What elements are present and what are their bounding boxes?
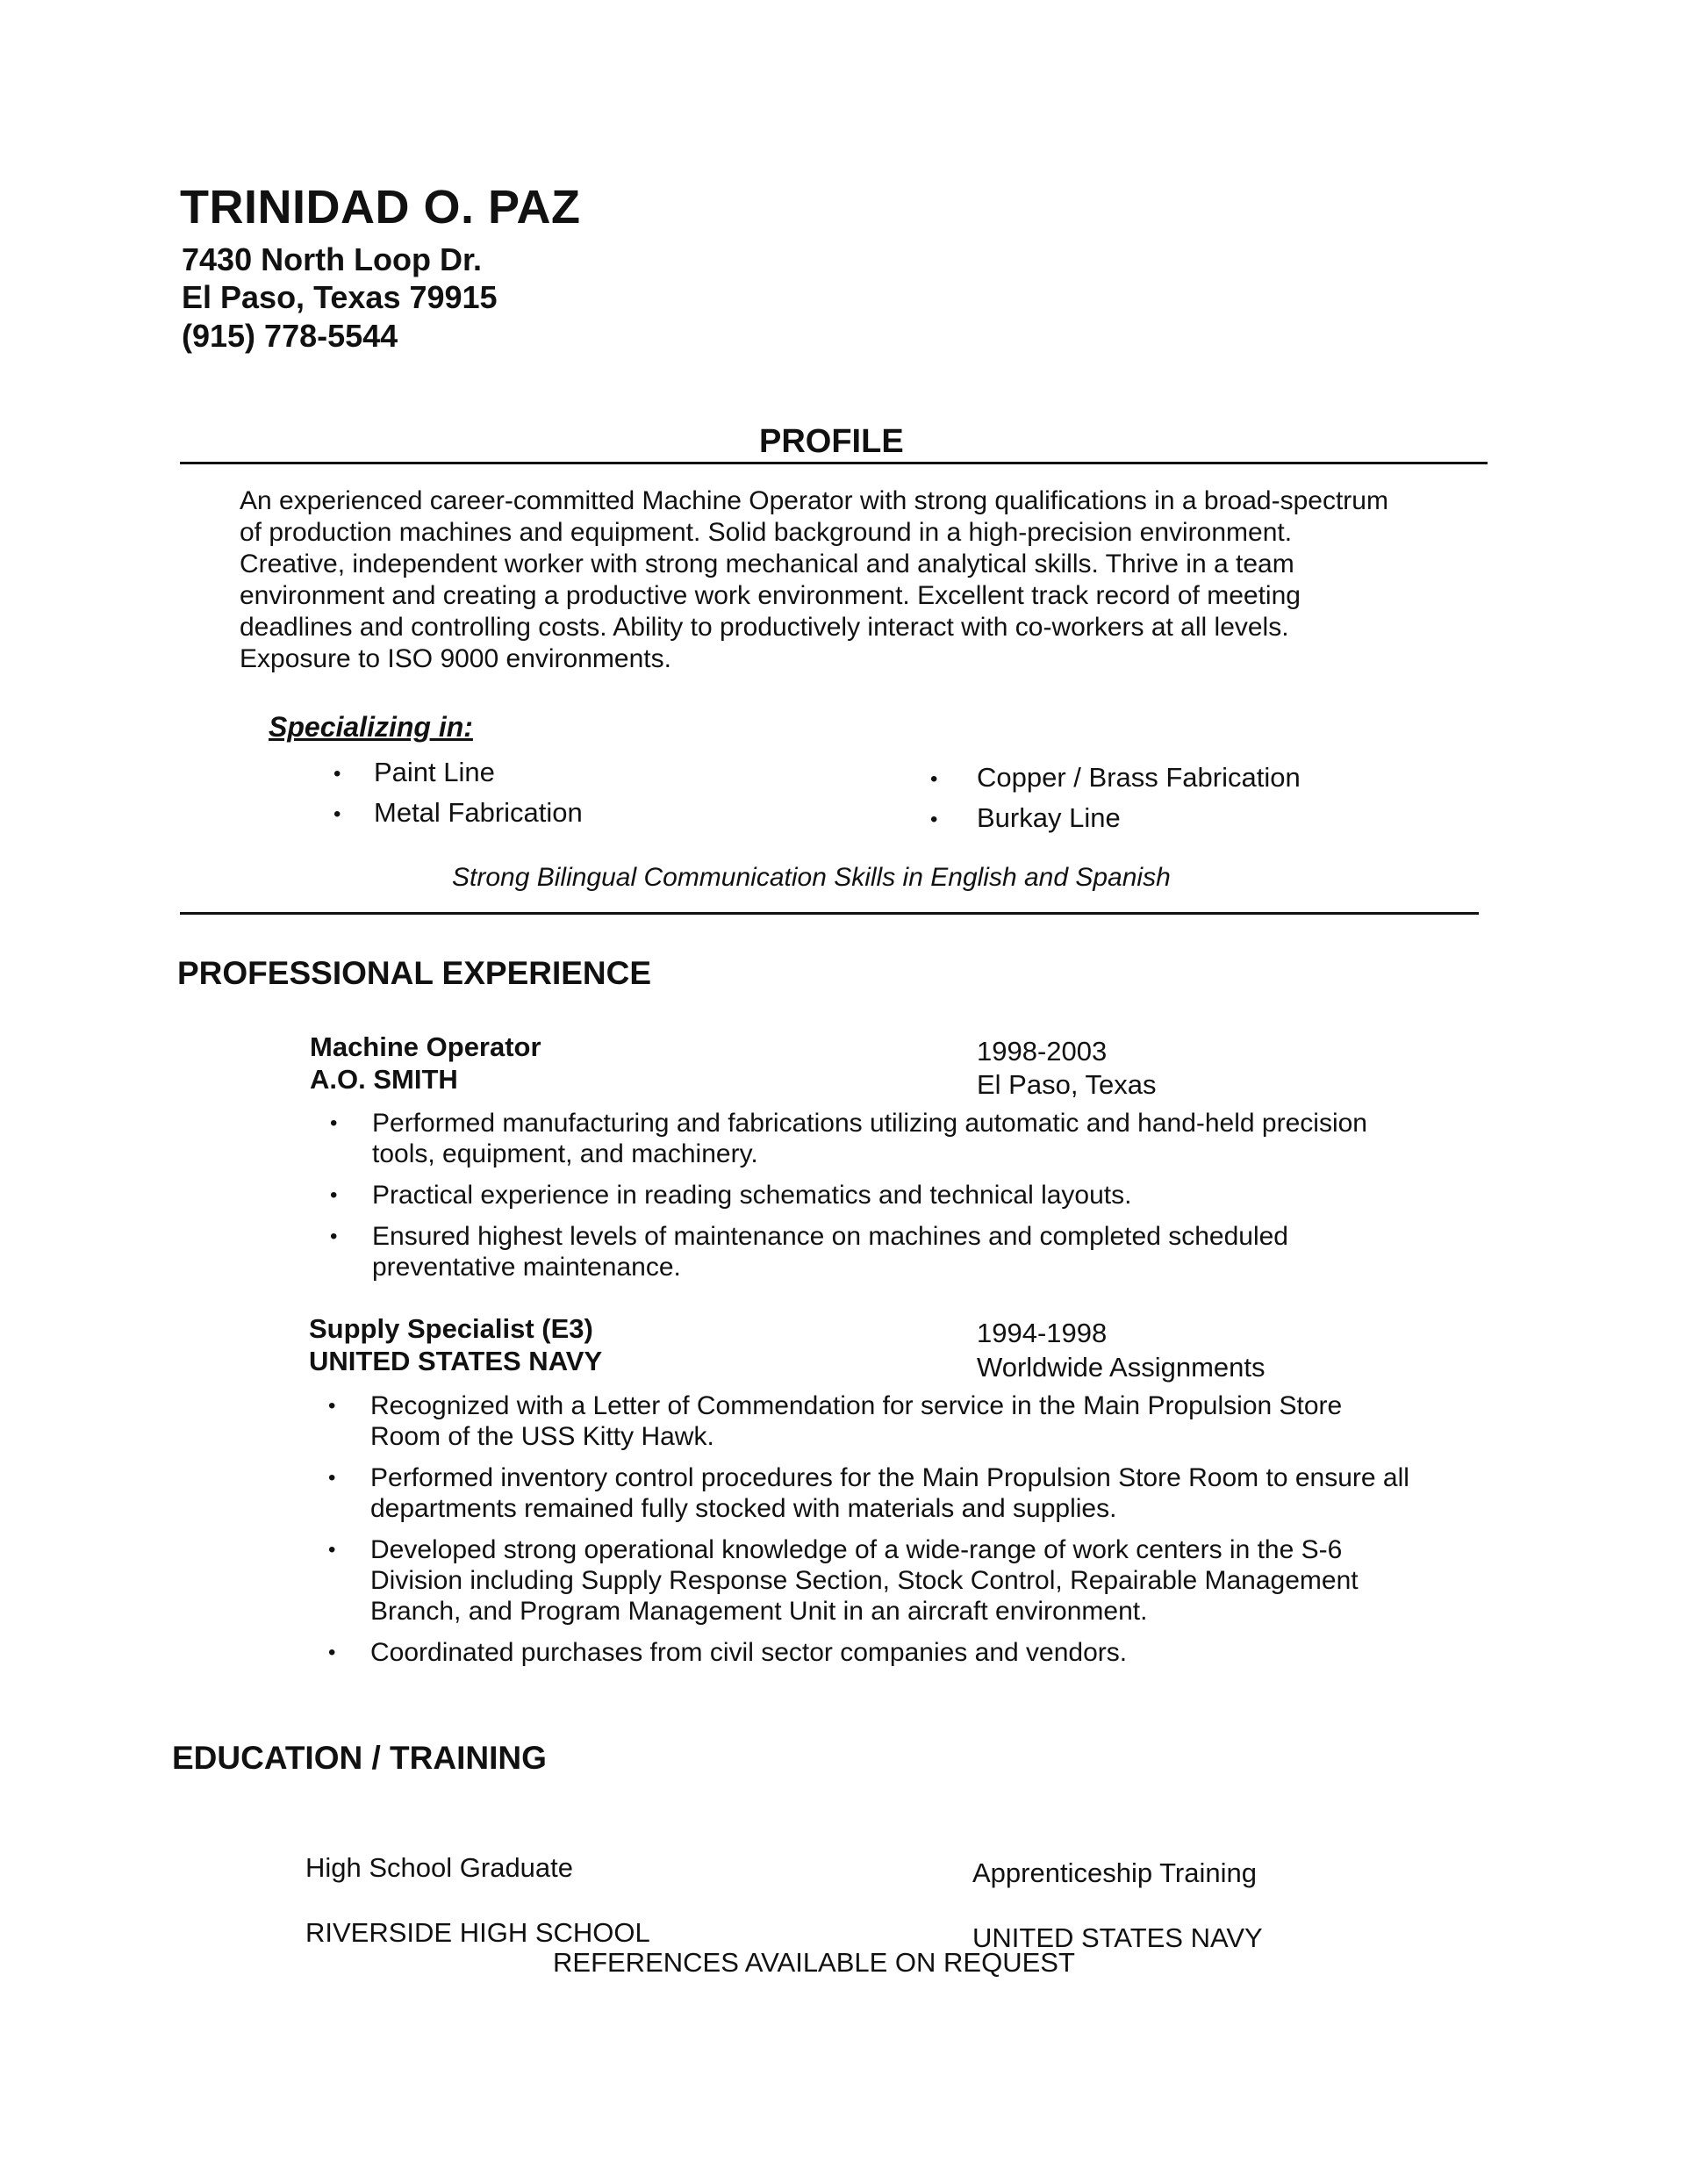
address-line-2: El Paso, Texas 79915 [182,279,498,315]
address-line-1: 7430 North Loop Dr. [182,241,483,277]
job-dates: 1998-2003 [977,1036,1108,1067]
list-item [330,1180,1488,1211]
list-item [328,1534,1487,1627]
profile-line: Exposure to ISO 9000 environments. [240,644,671,673]
education-institution: UNITED STATES NAVY [972,1922,1263,1953]
profile-line: Creative, independent worker with strong mechanical and analytical skills. Thrive in a team [240,550,1294,578]
profile-line: deadlines and controlling costs. Ability to productively interact with co-workers at all levels. [240,613,1289,642]
profile-line: environment and creating a productive work environment. Excellent track record of meeting [240,581,1301,610]
specializing-heading: Specializing in: [269,711,473,743]
bullet-text: Practical experience in reading schematics and technical layouts. [372,1181,1132,1210]
job-title: Machine Operator [310,1031,541,1062]
list-item [330,1221,1488,1282]
bullet-text: Performed inventory control procedures for the Main Propulsion Store Room to ensure all departments remained fully stocked with materials and supplies. [370,1463,1409,1523]
bullet-text: Developed strong operational knowledge of a wide-range of work centers in the S-6 Division including Supply Response Section, Stock Control, Repairable Management Branch, and Program Management Unit in an aircraft environment. [370,1535,1359,1626]
profile-bottom-rule [180,912,1479,915]
profile-heading: PROFILE [759,423,904,460]
education-credential: Apprenticeship Training [972,1857,1257,1888]
list-item [330,1108,1488,1169]
list-item [328,1390,1487,1452]
bullet-glyph: • [333,762,341,786]
specialty-burkay-line: Burkay Line [977,802,1121,833]
job-bullet-list [330,1108,1488,1293]
bullet-text: Performed manufacturing and fabrications utilizing automatic and hand-held precision tools, equipment, and machinery. [372,1109,1367,1168]
bullet-glyph: • [330,1111,338,1135]
profile-line: An experienced career-committed Machine Operator with strong qualifications in a broad-spectrum [240,486,1388,515]
profile-line: of production machines and equipment. Solid background in a high-precision environment. [240,518,1293,547]
job-bullet-list [328,1390,1487,1678]
bullet-glyph: • [328,1641,336,1664]
resume-name: TRINIDAD O. PAZ [180,181,581,233]
specialty-paint-line: Paint Line [374,757,495,787]
education-institution: RIVERSIDE HIGH SCHOOL [305,1917,650,1948]
references-note: REFERENCES AVAILABLE ON REQUEST [553,1947,1075,1978]
bullet-glyph: • [930,808,938,831]
bilingual-note: Strong Bilingual Communication Skills in English and Spanish [452,863,1171,892]
job-employer: A.O. SMITH [310,1064,458,1095]
education-heading: EDUCATION / TRAINING [172,1740,547,1776]
bullet-glyph: • [328,1466,336,1490]
list-item [328,1637,1487,1668]
bullet-glyph: • [930,767,938,791]
profile-top-rule [180,462,1488,464]
bullet-text: Recognized with a Letter of Commendation for service in the Main Propulsion Store Room of the USS Kitty Hawk. [370,1391,1343,1451]
bullet-text: Coordinated purchases from civil sector companies and vendors. [370,1638,1128,1667]
bullet-glyph: • [330,1225,338,1248]
experience-heading: PROFESSIONAL EXPERIENCE [177,955,652,991]
specialty-copper-brass: Copper / Brass Fabrication [977,762,1301,793]
job-title: Supply Specialist (E3) [309,1313,593,1344]
job-location: El Paso, Texas [977,1069,1157,1100]
bullet-glyph: • [333,802,341,826]
bullet-glyph: • [328,1538,336,1562]
job-dates: 1994-1998 [977,1318,1108,1348]
job-employer: UNITED STATES NAVY [309,1346,603,1376]
bullet-glyph: • [328,1394,336,1418]
education-credential: High School Graduate [305,1852,574,1883]
job-location: Worldwide Assignments [977,1352,1266,1383]
specialty-metal-fabrication: Metal Fabrication [374,797,583,828]
bullet-text: Ensured highest levels of maintenance on machines and completed scheduled preventative maintenance. [372,1222,1288,1282]
phone-number: (915) 778-5544 [182,318,398,354]
list-item [328,1462,1487,1524]
profile-summary [240,485,1468,675]
bullet-glyph: • [330,1183,338,1207]
